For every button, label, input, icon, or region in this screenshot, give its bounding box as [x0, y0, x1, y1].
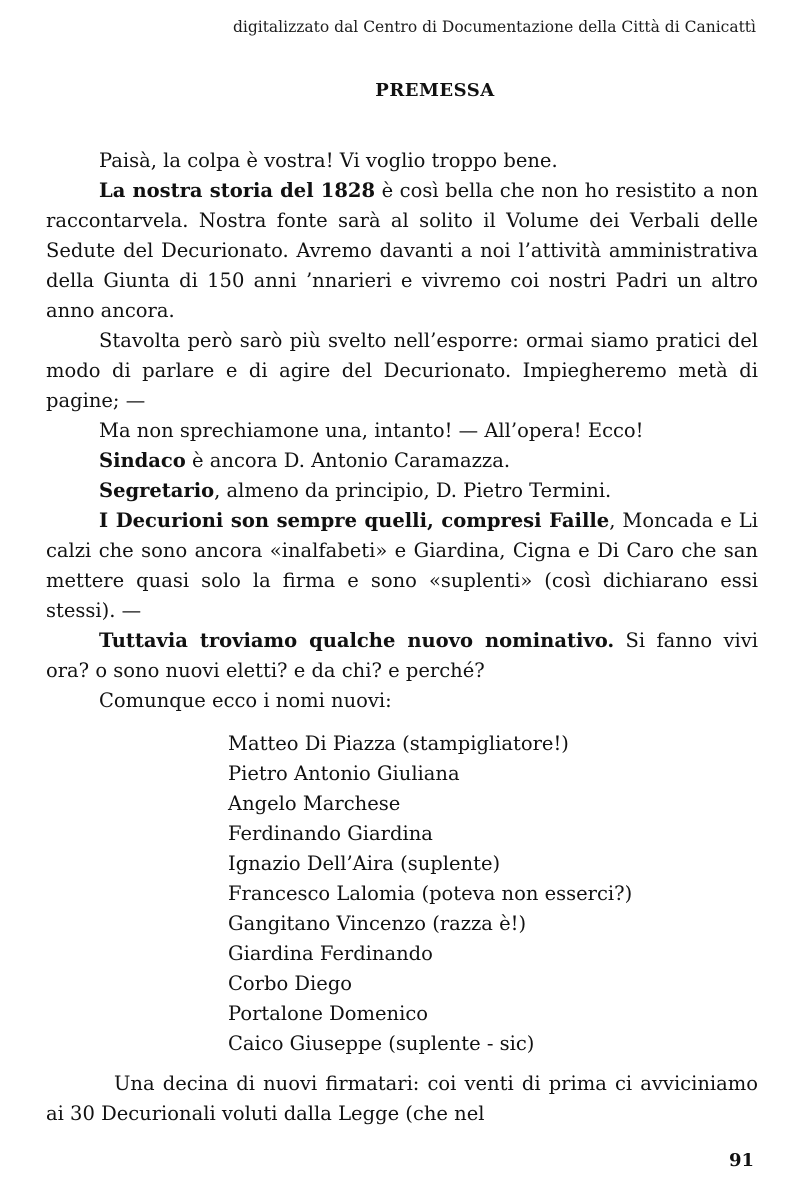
paragraph-text: Comunque ecco i nomi nuovi:: [99, 689, 392, 712]
paragraph: [46, 626, 758, 686]
list-item: Pietro Antonio Giuliana: [228, 762, 460, 785]
paragraph-bold: I Decurioni son sempre quelli, compresi Faille: [99, 509, 610, 532]
paragraph-text: Paisà, la colpa è vostra! Vi voglio troppo bene.: [99, 149, 558, 172]
list-item: Ferdinando Giardina: [228, 822, 433, 845]
paragraph: [46, 476, 758, 506]
digitization-credit: digitalizzato dal Centro di Documentazione della Città di Canicattì: [232, 18, 756, 36]
paragraph: [46, 146, 758, 176]
paragraph-text: , Moncada e Li calzi che sono ancora «inalfabeti» e Giardina, Cigna e Di Caro che san mettere quasi solo la firma e sono «suplenti» (così dichiarano essi stessi). —: [46, 509, 758, 622]
paragraph-text: è così bella che non ho resistito a non raccontarvela. Nostra fonte sarà al solito il Volume dei Verbali delle Sedute del Decurionato. Avremo davanti a noi l’attività amministrativa della Giunta di 150 anni ’nnarieri e vivremo coi nostri Padri un altro anno ancora.: [46, 179, 758, 322]
paragraph: [46, 326, 758, 416]
list-item: Portalone Domenico: [228, 1002, 428, 1025]
paragraph-bold: La nostra storia del 1828: [99, 179, 376, 202]
paragraph-text: è ancora D. Antonio Caramazza.: [185, 449, 511, 472]
page-title: PREMESSA: [375, 80, 495, 101]
paragraph-text: , almeno da principio, D. Pietro Termini.: [214, 479, 612, 502]
paragraph-text: Stavolta però sarò più svelto nell’esporre: ormai siamo pratici del modo di parlare e di agire del Decurionato. Impiegheremo metà di pagine; —: [46, 329, 758, 412]
paragraph-text: Si fanno vivi ora? o sono nuovi eletti? e da chi? e perché?: [46, 629, 758, 682]
closing-paragraph: Una decina di nuovi firmatari: coi venti di prima ci avviciniamo ai 30 Decurionali voluti dalla Legge (che nel: [46, 1072, 758, 1125]
paragraph-bold: Tuttavia troviamo qualche nuovo nominativo.: [99, 629, 615, 652]
list-item: Francesco Lalomia (poteva non esserci?): [228, 882, 633, 905]
list-item: Ignazio Dell’Aira (suplente): [228, 852, 501, 875]
new-names-list: [228, 729, 758, 1059]
list-item: Corbo Diego: [228, 972, 353, 995]
paragraph-bold: Sindaco: [99, 449, 186, 472]
list-item: Giardina Ferdinando: [228, 942, 433, 965]
paragraph-text: Ma non sprechiamone una, intanto! — All’opera! Ecco!: [99, 419, 644, 442]
paragraph: [46, 446, 758, 476]
page-number: 91: [728, 1150, 754, 1171]
paragraph: [46, 506, 758, 626]
paragraph: [46, 416, 758, 446]
list-item: Gangitano Vincenzo (razza è!): [228, 912, 527, 935]
list-item: Matteo Di Piazza (stampigliatore!): [228, 732, 569, 755]
paragraph: [46, 686, 758, 716]
paragraph: [46, 176, 758, 326]
list-item: Angelo Marchese: [228, 792, 401, 815]
paragraph-bold: Segretario: [99, 479, 215, 502]
list-item: Caico Giuseppe (suplente - sic): [228, 1032, 535, 1055]
body-text: [46, 146, 758, 1129]
